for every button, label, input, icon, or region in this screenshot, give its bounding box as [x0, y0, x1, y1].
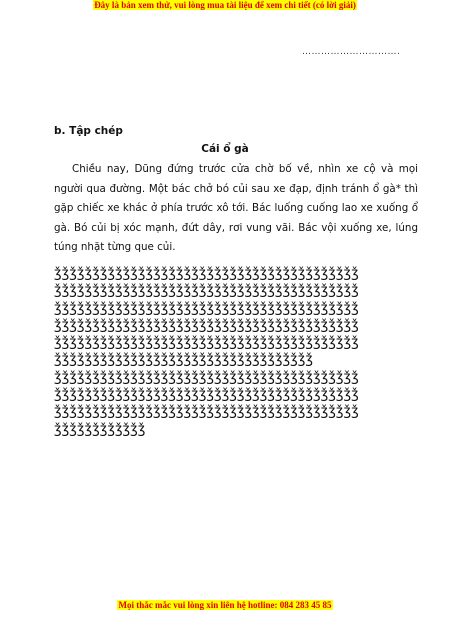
answer-line-dots: ………………………….	[302, 47, 401, 57]
practice-row: ǯǯǯǯǯǯǯǯǯǯǯǯǯǯǯǯǯǯǯǯǯǯǯǯǯǯǯǯǯǯǯǯǯǯǯǯǯǯǯǯ	[54, 387, 359, 403]
passage-text: Chiều nay, Dũng đứng trước cửa chờ bố về, nhìn xe cộ và mọi người qua đường. Một bác chở bó củi sau xe đạp, định tránh ổ gà* thì gặp chiếc xe khác ở phía trước xô tới. Bác luống cuống lao xe xuống ổ gà. Bó củi bị xóc mạnh, đứt dây, rơi vung vãi. Bác vội xuống xe, lúng túng nhặt từng que củi.	[54, 163, 418, 254]
passage-title: Cái ổ gà	[201, 143, 249, 155]
practice-row: ǯǯǯǯǯǯǯǯǯǯǯǯǯǯǯǯǯǯǯǯǯǯǯǯǯǯǯǯǯǯǯǯǯǯǯǯǯǯǯǯ	[54, 266, 359, 281]
practice-row: ǯǯǯǯǯǯǯǯǯǯǯǯǯǯǯǯǯǯǯǯǯǯǯǯǯǯǯǯǯǯǯǯǯǯǯǯǯǯǯǯ	[54, 317, 359, 333]
preview-notice-banner	[0, 0, 450, 10]
hotline-banner	[0, 600, 450, 610]
practice-row: ǯǯǯǯǯǯǯǯǯǯǯǯ	[54, 421, 146, 437]
hotline-text: Mọi thắc mắc vui lòng xin liên hệ hotline: 084 283 45 85	[118, 600, 332, 610]
practice-row: ǯǯǯǯǯǯǯǯǯǯǯǯǯǯǯǯǯǯǯǯǯǯǯǯǯǯǯǯǯǯǯǯǯǯǯǯǯǯǯǯ	[54, 283, 359, 299]
preview-notice-text: Đây là bản xem thử, vui lòng mua tài liệu để xem chi tiết (có lời giải)	[94, 0, 356, 10]
practice-row: ǯǯǯǯǯǯǯǯǯǯǯǯǯǯǯǯǯǯǯǯǯǯǯǯǯǯǯǯǯǯǯǯǯǯ	[54, 352, 313, 368]
handwriting-practice-area	[54, 265, 418, 438]
section-heading: b. Tập chép	[54, 125, 123, 137]
practice-row: ǯǯǯǯǯǯǯǯǯǯǯǯǯǯǯǯǯǯǯǯǯǯǯǯǯǯǯǯǯǯǯǯǯǯǯǯǯǯǯǯ	[54, 300, 359, 316]
practice-row: ǯǯǯǯǯǯǯǯǯǯǯǯǯǯǯǯǯǯǯǯǯǯǯǯǯǯǯǯǯǯǯǯǯǯǯǯǯǯǯǯ	[54, 335, 359, 351]
practice-row: ǯǯǯǯǯǯǯǯǯǯǯǯǯǯǯǯǯǯǯǯǯǯǯǯǯǯǯǯǯǯǯǯǯǯǯǯǯǯǯǯ	[54, 369, 359, 385]
practice-row: ǯǯǯǯǯǯǯǯǯǯǯǯǯǯǯǯǯǯǯǯǯǯǯǯǯǯǯǯǯǯǯǯǯǯǯǯǯǯǯǯ	[54, 404, 359, 420]
